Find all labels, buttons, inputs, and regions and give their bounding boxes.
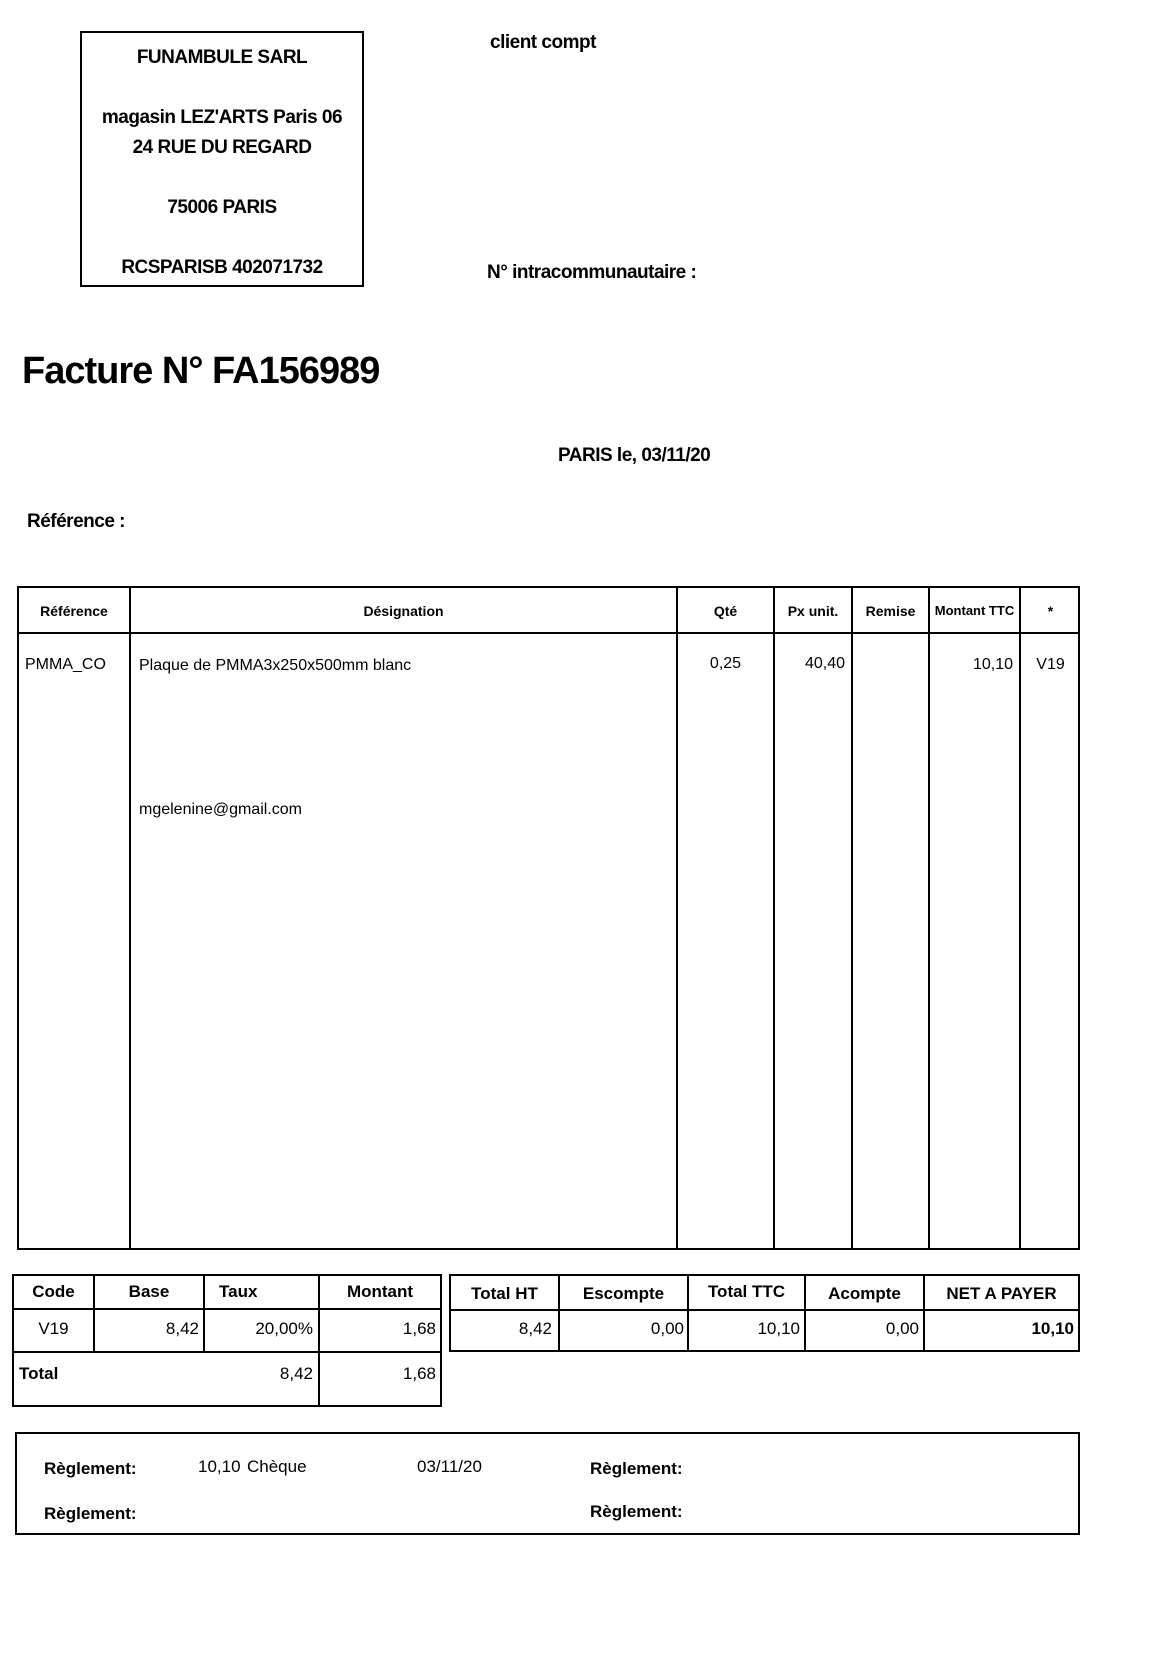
intracom-label: N° intracommunautaire : — [487, 262, 697, 283]
tax-rate: 20,00% — [255, 1319, 313, 1338]
header-amount-ttc: Montant TTC — [934, 603, 1015, 618]
items-table — [17, 586, 1080, 1250]
tax-header-rate: Taux — [219, 1282, 258, 1301]
tax-code: V19 — [38, 1319, 69, 1338]
reference-label: Référence : — [27, 511, 125, 532]
header-ref: Référence — [40, 603, 108, 619]
payment-label-3: Règlement: — [44, 1504, 137, 1523]
totals-header-discount: Escompte — [582, 1284, 665, 1303]
totals-header-net: NET A PAYER — [946, 1284, 1057, 1303]
company-box — [80, 31, 364, 287]
store-name: magasin LEZ'ARTS Paris 06 — [101, 107, 343, 128]
tax-amount: 1,68 — [402, 1319, 436, 1338]
header-qty: Qté — [713, 603, 738, 619]
header-discount: Remise — [865, 603, 916, 619]
header-star: * — [1047, 603, 1054, 619]
payment-amount: 10,10 — [198, 1457, 241, 1476]
totals-net: 10,10 — [1031, 1319, 1074, 1338]
totals-discount: 0,00 — [650, 1319, 684, 1338]
client-type: client compt — [490, 32, 596, 53]
totals-header-ht: Total HT — [471, 1284, 538, 1303]
row-designation: Plaque de PMMA3x250x500mm blanc — [139, 657, 412, 674]
totals-table — [449, 1274, 1080, 1352]
totals-header-deposit: Acompte — [828, 1284, 901, 1303]
company-street: 24 RUE DU REGARD — [132, 137, 312, 158]
note-email: mgelenine@gmail.com — [139, 801, 302, 818]
tax-table — [12, 1274, 442, 1407]
totals-header-ttc: Total TTC — [707, 1282, 786, 1301]
row-amount-ttc: 10,10 — [972, 656, 1013, 673]
tax-header-amount: Montant — [346, 1282, 414, 1301]
company-name: FUNAMBULE SARL — [136, 47, 308, 68]
company-city: 75006 PARIS — [167, 197, 277, 218]
totals-deposit: 0,00 — [885, 1319, 919, 1338]
tax-total-amount: 1,68 — [402, 1364, 436, 1383]
totals-ttc: 10,10 — [757, 1319, 800, 1338]
payment-date: 03/11/20 — [417, 1457, 482, 1476]
place-date: PARIS le, 03/11/20 — [558, 445, 711, 466]
tax-header-base: Base — [128, 1282, 170, 1301]
totals-ht: 8,42 — [518, 1319, 552, 1338]
tax-total-base: 8,42 — [279, 1364, 313, 1383]
payment-label-2: Règlement: — [590, 1459, 683, 1478]
header-unit-price: Px unit. — [787, 603, 839, 619]
tax-header-code: Code — [32, 1282, 75, 1301]
invoice-title: Facture N° FA156989 — [22, 350, 380, 392]
row-code: V19 — [1036, 656, 1065, 673]
payment-method: Chèque — [247, 1457, 307, 1476]
payment-label-1: Règlement: — [44, 1459, 137, 1478]
payment-box — [15, 1432, 1080, 1535]
header-designation: Désignation — [363, 603, 444, 619]
tax-total-label: Total — [19, 1364, 59, 1383]
payment-label-4: Règlement: — [590, 1502, 683, 1521]
tax-base: 8,42 — [165, 1319, 199, 1338]
row-ref: PMMA_CO — [25, 656, 106, 673]
row-qty: 0,25 — [709, 655, 742, 672]
company-rcs: RCSPARISB 402071732 — [121, 257, 323, 278]
row-unit-price: 40,40 — [804, 655, 845, 672]
